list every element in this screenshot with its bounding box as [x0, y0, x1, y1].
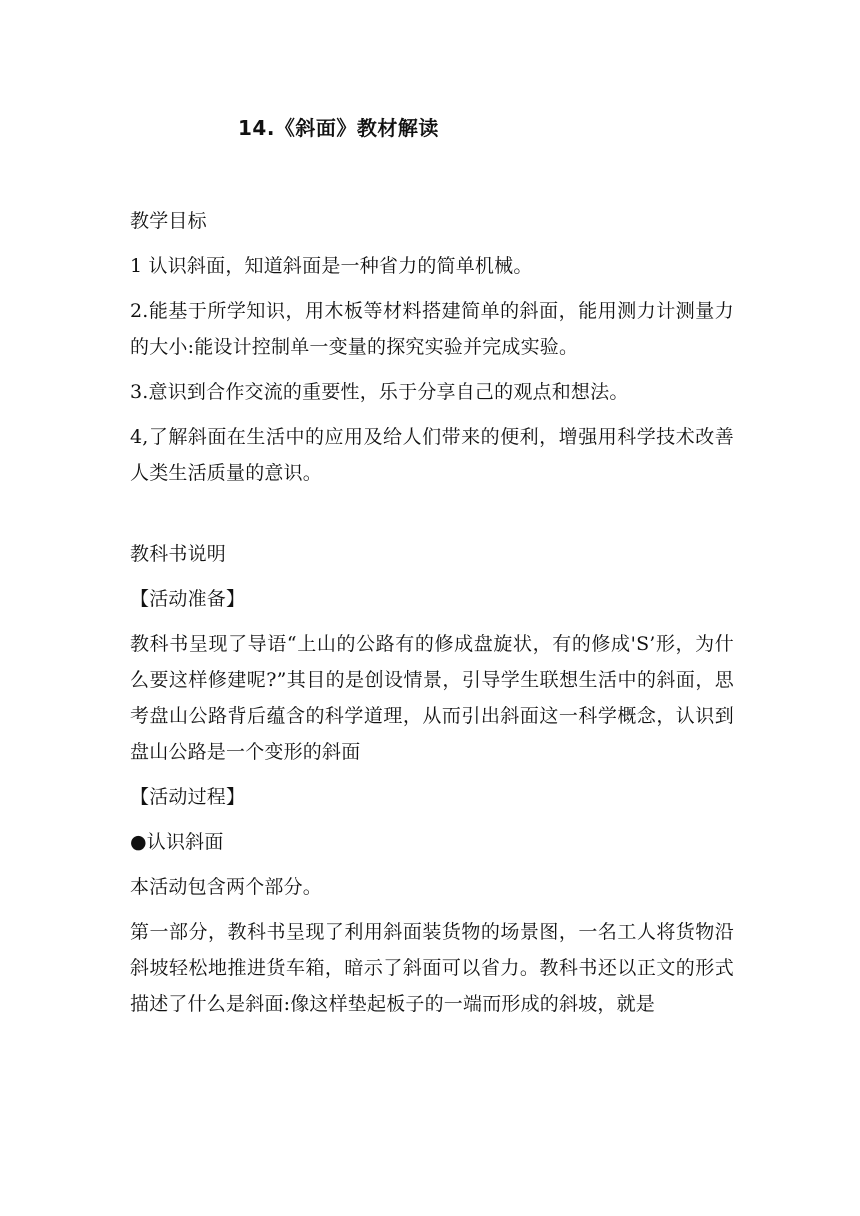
activity-process-heading: 【活动过程】	[130, 786, 246, 808]
activity-preparation-heading: 【活动准备】	[130, 588, 246, 610]
goal-item-3: 3.意识到合作交流的重要性，乐于分享自己的观点和想法。	[130, 381, 629, 403]
activity-preparation-paragraph: 教科书呈现了导语“上山的公路有的修成盘旋状，有的修成'S’形，为什么要这样修建呢?”其目的是创设情景，引导学生联想生活中的斜面，思考盘山公路背后蕴含的科学道理，从而引出斜面这一科学概念，认识到盘山公路是一个变形的斜面	[130, 633, 734, 763]
section-heading-teaching-goals: 教学目标	[130, 210, 207, 232]
document-title: 14.《斜面》教材解读	[238, 116, 439, 140]
bullet-recognize-incline: ●认识斜面	[130, 831, 224, 853]
activity-parts-paragraph: 本活动包含两个部分。	[130, 876, 323, 898]
goal-item-2: 2.能基于所学知识，用木板等材料搭建简单的斜面，能用测力计测量力的大小:能设计控制单一变量的探究实验并完成实验。	[130, 300, 734, 358]
first-part-paragraph: 第一部分，教科书呈现了利用斜面装货物的场景图，一名工人将货物沿斜坡轻松地推进货车箱，暗示了斜面可以省力。教科书还以正文的形式描述了什么是斜面:像这样垫起板子的一端而形成的斜坡，就是	[130, 921, 734, 1015]
teaching-goals-section	[130, 203, 734, 491]
document-body	[130, 203, 734, 1031]
section-heading-textbook-notes: 教科书说明	[130, 543, 227, 565]
section-gap	[130, 500, 734, 536]
goal-item-4: 4,了解斜面在生活中的应用及给人们带来的便利，增强用科学技术改善人类生活质量的意识。	[130, 426, 734, 484]
goal-item-1: 1 认识斜面，知道斜面是一种省力的简单机械。	[130, 255, 533, 277]
textbook-notes-section	[130, 536, 734, 1022]
